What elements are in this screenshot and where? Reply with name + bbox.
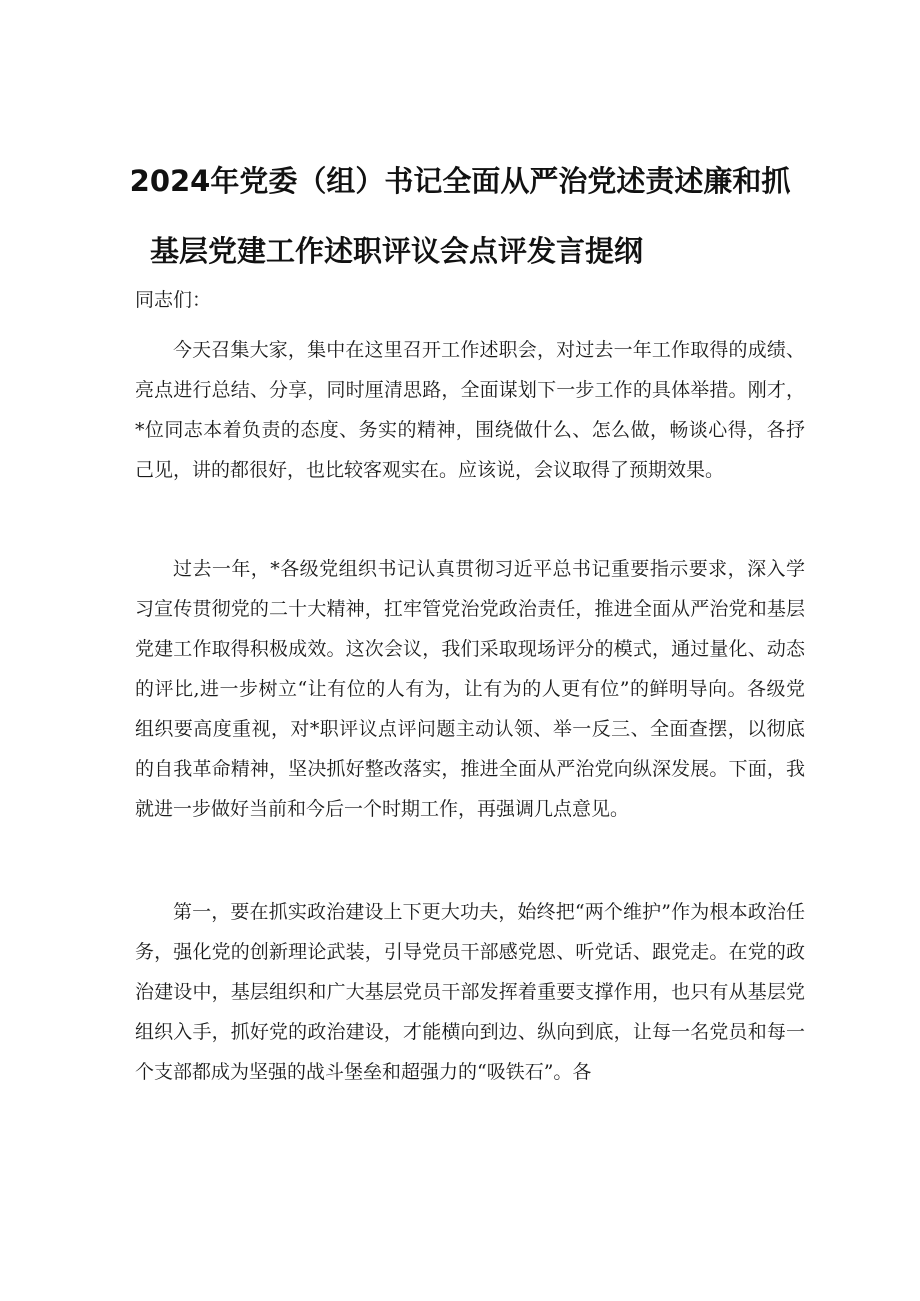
paragraph-3: 第一，要在抓实政治建设上下更大功夫，始终把“两个维护”作为根本政治任务，强化党的创新理论武装，引导党员干部感党恩、听党话、跟党走。在党的政治建设中，基层组织和广大基层党员干部发挥着重要支撑作用，也只有从基层党组织入手，抓好党的政治建设，才能横向到边、纵向到底，让每一名党员和每一个支部都成为坚强的战斗堡垒和超强力的“吸铁石”。各 [135,901,805,1083]
paragraph-1: 今天召集大家，集中在这里召开工作述职会，对过去一年工作取得的成绩、亮点进行总结、分享，同时厘清思路，全面谋划下一步工作的具体举措。刚才，*位同志本着负责的态度、务实的精神，围绕做什么、怎么做，畅谈心得，各抒己见，讲的都很好，也比较客观实在。应该说，会议取得了预期效果。 [135,339,805,481]
document-title-line-1: 2024年党委（组）书记全面从严治党述责述廉和抓 [129,164,791,198]
paragraph-2: 过去一年，*各级党组织书记认真贯彻习近平总书记重要指示要求，深入学习宣传贯彻党的二十大精神，扛牢管党治党政治责任，推进全面从严治党和基层党建工作取得积极成效。这次会议，我们采取现场评分的模式，通过量化、动态的评比,进一步树立“让有位的人有为，让有为的人更有位”的鲜明导向。各级党组织要高度重视，对*职评议点评问题主动认领、举一反三、全面查摆，以彻底的自我革命精神，坚决抓好整改落实，推进全面从严治党向纵深发展。下面，我就进一步做好当前和今后一个时期工作，再强调几点意见。 [135,558,805,820]
greeting: 同志们： [135,289,212,311]
document-title-line-2: 基层党建工作述职评议会点评发言提纲 [150,234,644,268]
